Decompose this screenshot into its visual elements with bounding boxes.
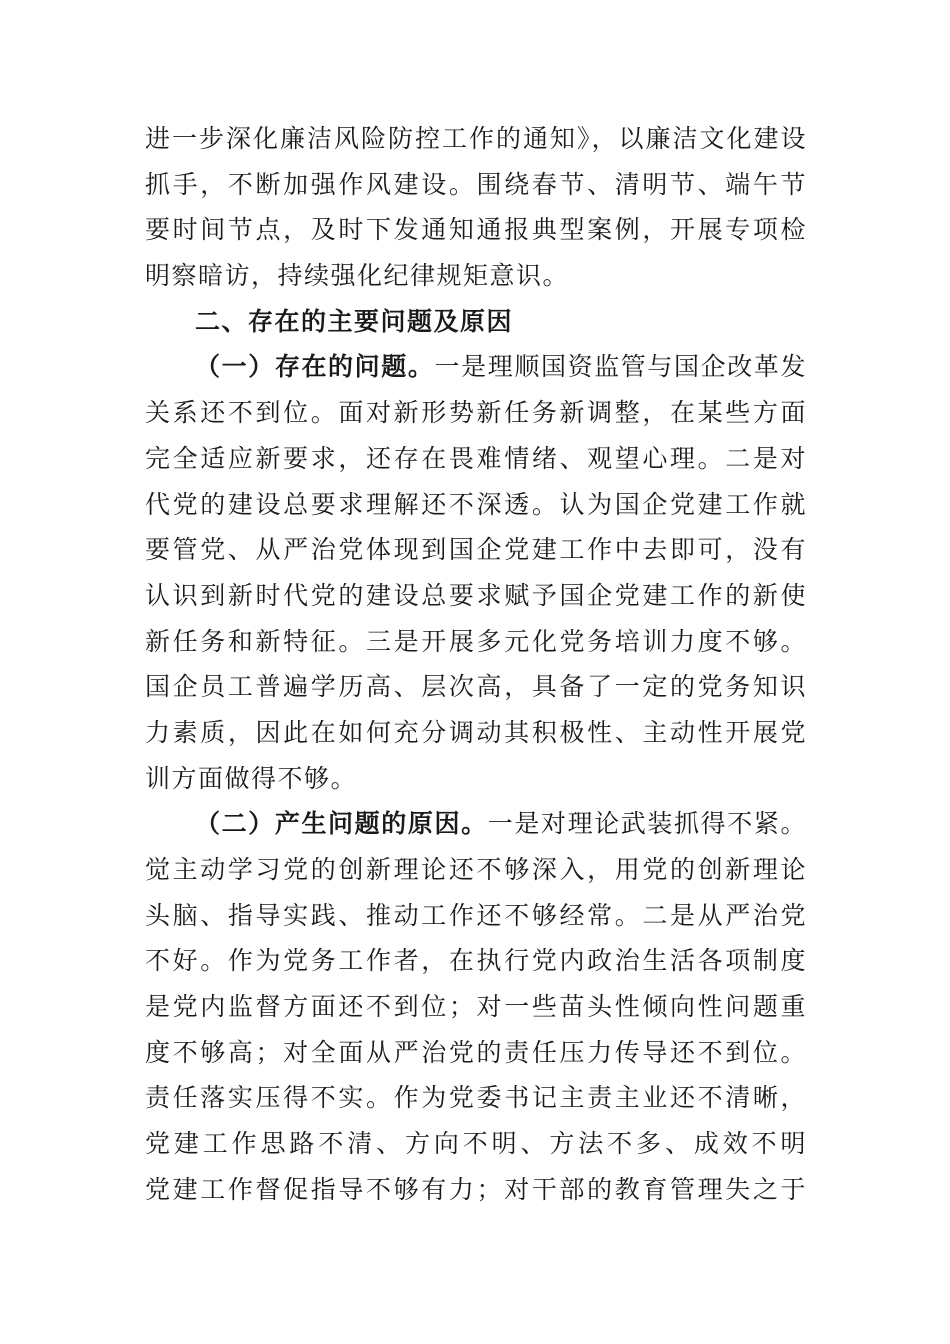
paragraph-causes <box>145 801 807 1212</box>
text-line-first <box>145 344 807 390</box>
text-line: 党建工作思路不清、方向不明、方法不多、成效不明 <box>145 1129 807 1159</box>
text-run: 一是理顺国资监管与国企改革发 <box>434 352 807 382</box>
subsection-lead: （一）存在的问题。 <box>195 352 435 382</box>
text-line: 不好。作为党务工作者，在执行党内政治生活各项制度 <box>145 946 807 976</box>
section-heading: 二、存在的主要问题及原因 <box>195 306 514 336</box>
paragraph-problems <box>145 344 807 801</box>
text-run: 一是对理论武装抓得不紧。 <box>487 809 807 839</box>
text-line: 明察暗访，持续强化纪律规矩意识。 <box>145 261 570 291</box>
text-line: 国企员工普遍学历高、层次高，具备了一定的党务知识 <box>145 672 807 702</box>
text-line: 代党的建设总要求理解还不深透。认为国企党建工作就 <box>145 489 807 519</box>
text-line: 度不够高；对全面从严治党的责任压力传导还不到位。 <box>145 1037 807 1067</box>
text-line: 新任务和新特征。三是开展多元化党务培训力度不够。 <box>145 626 807 656</box>
text-line: 觉主动学习党的创新理论还不够深入，用党的创新理论 <box>145 855 807 884</box>
text-line: 头脑、指导实践、推动工作还不够经常。二是从严治党 <box>145 900 807 930</box>
text-line: 抓手，不断加强作风建设。围绕春节、清明节、端午节 <box>145 169 807 199</box>
text-line: 要时间节点，及时下发通知通报典型案例，开展专项检 <box>145 215 807 245</box>
paragraph-intro <box>145 116 807 299</box>
subsection-lead: （二）产生问题的原因。 <box>195 809 488 839</box>
text-line: 关系还不到位。面对新形势新任务新调整，在某些方面 <box>145 398 807 428</box>
text-line: 责任落实压得不实。作为党委书记主责主业还不清晰， <box>145 1083 807 1113</box>
text-line-first <box>145 801 807 847</box>
text-line: 认识到新时代党的建设总要求赋予国企党建工作的新使 <box>145 580 807 610</box>
text-line: 训方面做得不够。 <box>145 763 358 793</box>
text-line: 党建工作督促指导不够有力；对干部的教育管理失之于 <box>145 1174 807 1204</box>
text-line: 力素质，因此在如何充分调动其积极性、主动性开展党 <box>145 717 807 747</box>
text-line: 要管党、从严治党体现到国企党建工作中去即可，没有 <box>145 535 807 565</box>
text-line: 进一步深化廉洁风险防控工作的通知》，以廉洁文化建设 <box>145 124 807 153</box>
text-line: 完全适应新要求，还存在畏难情绪、观望心理。二是对 <box>145 443 807 473</box>
document-body <box>145 116 807 1213</box>
text-line: 是党内监督方面还不到位；对一些苗头性倾向性问题重 <box>145 992 807 1022</box>
